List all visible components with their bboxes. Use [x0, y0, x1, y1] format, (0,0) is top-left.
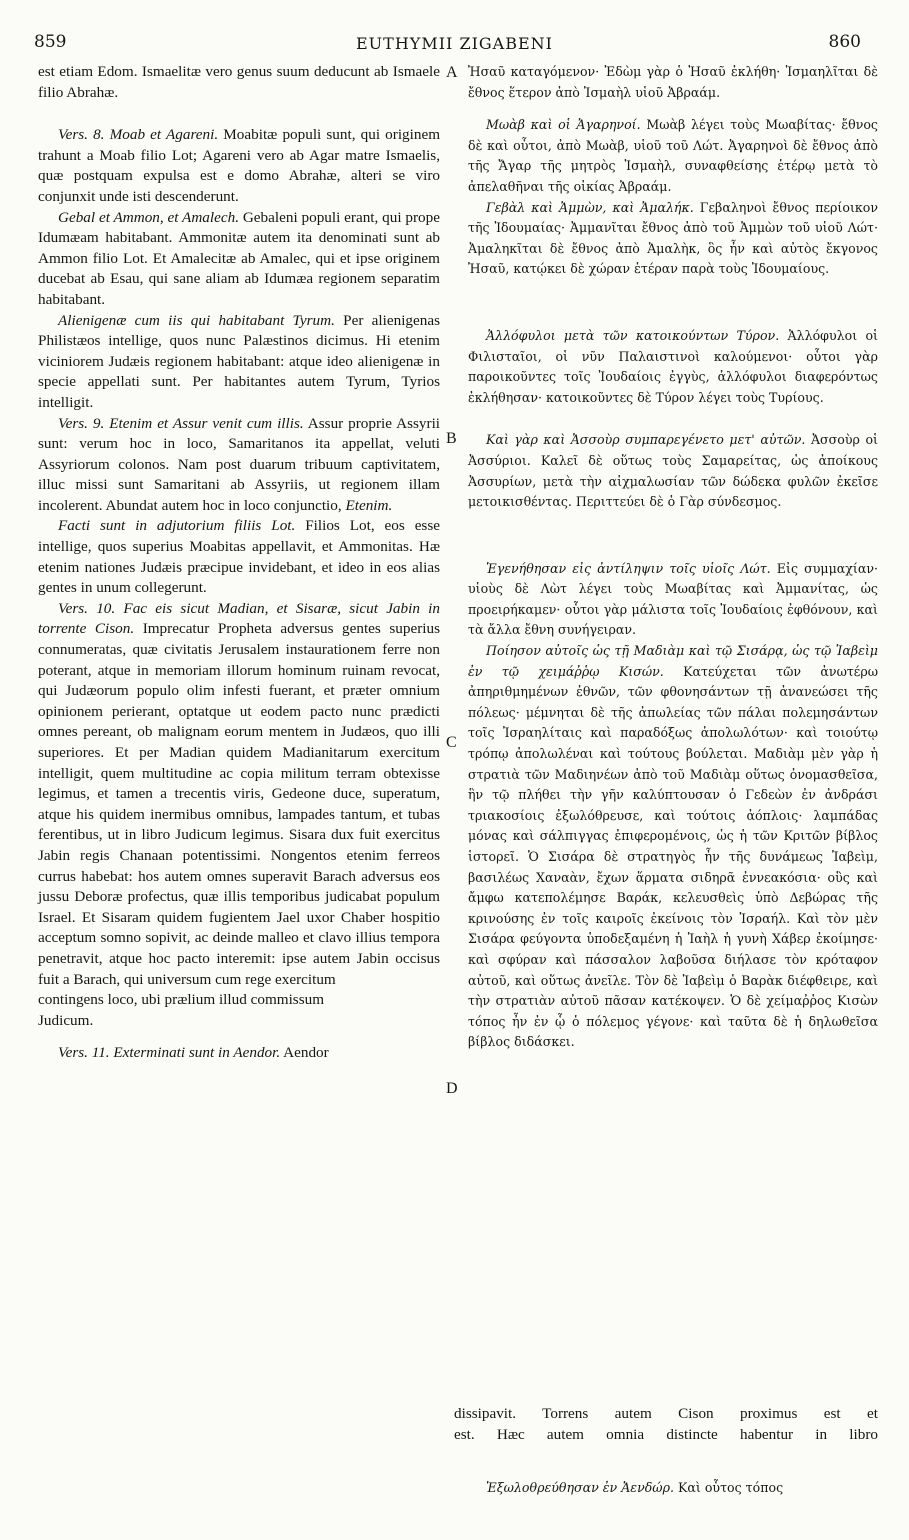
- greek-paragraph: Ἐξωλοθρεύθησαν ἐν Ἀενδώρ. Καὶ οὗτος τόπος: [486, 1480, 784, 1495]
- page-header: [0, 32, 909, 56]
- greek-paragraph: Μωὰβ καὶ οἱ Ἀγαρηνοί. Μωὰβ λέγει τοὺς Μωαβίτας· ἔθνος δὲ καὶ οὗτοι, ἀπὸ Μωὰβ, υἱοῦ τοῦ Λώτ. Ἀγαρηνοὶ δὲ ἔθνος ἀπὸ τῆς Ἄγαρ τῆς μητρὸς Ἰσμαὴλ, συναφθείσης ἑτέρῳ μετὰ τὸ ἀπελαθῆναι τῆς οἰκίας Ἀβραάμ.: [468, 117, 878, 194]
- verse-heading: Γεβὰλ καὶ Ἀμμὼν, καὶ Ἀμαλήκ.: [486, 199, 694, 215]
- page-number-right: 860: [828, 32, 861, 52]
- verse-heading: Ποίησον αὐτοῖς ὡς τῇ Μαδιὰμ καὶ τῷ Σισάρᾳ, ὡς τῷ Ἰαβεὶμ ἐν τῷ χειμάῤῥῳ Κισών.: [468, 643, 878, 679]
- margin-letter: D: [446, 1080, 458, 1097]
- latin-paragraph: Alienigenæ cum iis qui habitabant Tyrum. Per alienigenas Philistæos intellige, quos nunc Palæstinos dicimus. Hi etenim viciniorem Judæis regionem habitabant: atque ideo alienigenæ in specie appellati sunt. Per habitantes autem Tyrum, Tyrios intelligit.: [38, 311, 440, 411]
- running-head: EUTHYMII ZIGABENI: [356, 34, 553, 53]
- verse-heading: Ἐγενήθησαν εἰς ἀντίληψιν τοῖς υἱοῖς Λώτ.: [486, 560, 771, 576]
- latin-paragraph: Vers. 8. Moab et Agareni. Moabitæ populi sunt, qui originem trahunt a Moab filio Lot; Agareni vero ab Agar matre Ismaelis, quæ postquam expulsa est e domo Abrahæ, alteri se viro conjunxit unde isti descenderunt.: [38, 126, 441, 205]
- verse-heading: Ἐξωλοθρεύθησαν ἐν Ἀενδώρ.: [486, 1480, 674, 1495]
- latin-continuation: contingens loco, ubi prælium illud commissum: [38, 991, 325, 1009]
- greek-paragraph: Ἠσαῦ καταγόμενον· Ἐδὼμ γὰρ ὁ Ἠσαῦ ἐκλήθη· Ἰσμαηλῖται δὲ ἔθνος ἕτερον ἀπὸ Ἰσμαὴλ υἱοῦ Ἀβραάμ.: [468, 64, 878, 100]
- verse-heading: Facti sunt in adjutorium filiis Lot.: [58, 517, 296, 535]
- greek-paragraph: Ἐγενήθησαν εἰς ἀντίληψιν τοῖς υἱοῖς Λώτ. Εἰς συμμαχίαν· υἱοὺς δὲ Λὼτ λέγει τοὺς Μωαβίτας καὶ Ἀμμανίτας, ὡς προειρήκαμεν· οὗτοι γὰρ μάλιστα τοῖς Ἰουδαίοις ἐφθόνουν, καὶ τὰ ἄλλα ἔθνη συνήγειραν.: [468, 560, 878, 638]
- greek-paragraph: Ἀλλόφυλοι μετὰ τῶν κατοικούντων Τύρον. Ἀλλόφυλοι οἱ Φιλισταῖοι, οἱ νῦν Παλαιστινοὶ καλούμενοι· οὗτοι γὰρ παροικοῦντες τοῖς Ἰουδαίοις ἐγγὺς, ἀλλόφυλοι διαφερόντως ἐκλήθησαν· κατοικοῦντες δὲ Τύρον λέγει τοὺς Τυρίους.: [468, 327, 878, 405]
- verse-heading: Vers. 11. Exterminati sunt in Aendor.: [58, 1044, 281, 1062]
- verse-heading: Vers. 9. Etenim et Assur venit cum illis.: [58, 414, 304, 432]
- verse-heading: Καὶ γὰρ καὶ Ἀσσοὺρ συμπαρεγένετο μετ' αὐτῶν.: [486, 432, 806, 448]
- latin-paragraph: Gebal et Ammon, et Amalech. Gebaleni populi erant, qui prope Idumæam habitabant. Ammonitæ autem ita denominati sunt ab Ammon filio Lot. Et Amalecitæ ab Amalec, qui et ipse originem ducebat ab Esau, qui sane aliam ab Idumæa regionem separatim habitabant.: [38, 208, 440, 308]
- margin-letter: A: [446, 64, 458, 81]
- latin-paragraph: Vers. 11. Exterminati sunt in Aendor. Aendor: [58, 1044, 329, 1062]
- latin-column: [38, 62, 440, 1064]
- greek-column: [468, 62, 878, 1053]
- page-number-left: 859: [34, 32, 67, 52]
- verse-heading: Gebal et Ammon, et Amalech.: [58, 208, 239, 226]
- greek-paragraph: Γεβὰλ καὶ Ἀμμὼν, καὶ Ἀμαλήκ. Γεβαληνοὶ ἔθνος περίοικον τῆς Ἰδουμαίας· Ἀμμανῖται ἔθνος ἀπὸ τοῦ Ἀμμὼν τοῦ υἱοῦ Λώτ· Ἀμαληκῖται δὲ ἔθνος ἀπὸ Ἀμαλὴκ, ὃς ἦν καὶ αὐτὸς ἔκγονος Ἠσαῦ, κατῴκει δὲ χώραν ἑτέραν παρὰ τοὺς Ἰδουμαίους.: [468, 199, 878, 277]
- verse-heading: Vers. 10. Fac eis sicut Madian, et Sisaræ, sicut Jabin in torrente Cison.: [38, 599, 440, 638]
- verse-heading: Vers. 8. Moab et Agareni.: [58, 126, 219, 144]
- verse-heading: Alienigenæ cum iis qui habitabant Tyrum.: [58, 311, 335, 329]
- margin-letter: C: [446, 734, 457, 751]
- greek-paragraph: Καὶ γὰρ καὶ Ἀσσοὺρ συμπαρεγένετο μετ' αὐτῶν. Ἀσσοὺρ οἱ Ἀσσύριοι. Καλεῖ δὲ οὕτως τοὺς Σαμαρείτας, ὡς ἀποίκους Ἀσσυρίων, μετὰ τὴν αἰχμαλωσίαν τῶν δώδεκα φυλῶν ἐκεῖσε μετοικισθέντας. Περιττεύει δὲ ὁ Γὰρ σύνδεσμος.: [468, 432, 878, 510]
- latin-paragraph: est etiam Edom. Ismaelitæ vero genus suum deducunt ab Ismaele filio Abrahæ.: [38, 63, 440, 101]
- greek-paragraph: Ποίησον αὐτοῖς ὡς τῇ Μαδιὰμ καὶ τῷ Σισάρᾳ, ὡς τῷ Ἰαβεὶμ ἐν τῷ χειμάῤῥῳ Κισών. Κατεύχεται τῶν ἀνωτέρω ἀπηριθμημένων ἐθνῶν, τῶν φθονησάντων τῇ ἀνανεώσει τῆς πόλεως· μέμνηται δὲ τῆς ἀπωλείας τῶν πάλαι πολεμησάντων τοῖς Ἰσραηλίταις καὶ παραδόξως ἀπολωλότων· καὶ τοιούτῳ τρόπῳ ἀπολωλέναι καὶ τούτους βούλεται. Μαδιὰμ μὲν γὰρ ἡ στρατιὰ τῶν Μαδιηνέων ἀπὸ τοῦ Μαδιὰμ οὕτως ὀνομασθεῖσα, ἣν τῷ πλήθει τὴν γῆν καλύπτουσαν ὁ Γεδεὼν ἐν ἀνδράσι τριακοσίοις ἐξωλόθρευσε, καὶ τούτοις ἀόπλοις· λαμπάδας μόνας καὶ σάλπιγγας ἐπιφερομένοις, ὡς ἡ τῶν Κριτῶν βίβλος ἱστορεῖ. Ὁ Σισάρα δὲ στρατηγὸς ἦν τῆς δυνάμεως Ἰαβεὶμ, βασιλέως Χαναὰν, ἔχων ἅρματα σιδηρᾶ ἐννεακόσια· οὓς καὶ ἄμφω κατεπολέμησε Βαράκ, κελευσθεὶς ὑπὸ Δεβώρας τῆς κρινούσης ἐν τοῖς καιροῖς ἐκείνοις τὸν Ἰσραήλ. Καὶ τὸν μὲν Σισάρα φεύγοντα ὑποδεξαμένη ἡ Ἰαὴλ ἡ γυνὴ Χάβερ ἐκοίμησε· καὶ σφύραν καὶ πάσσαλον λαβοῦσα διήλασε τὸν κρόταφον αὐτοῦ, καὶ οὕτως ἀνεῖλε. Τὸν δὲ Ἰαβεὶμ ὁ Βαρὰκ διέφθειρε, καὶ τὴν στρατιὰν αὐτοῦ πᾶσαν κατέκοψεν. Ὁ δὲ χείμαῤῥος Κισὼν τόπος ἦν ἐν ᾧ ὁ πόλεμος γέγονε· καὶ ταῦτα δὲ ἡ δηλωθεῖσα βίβλος διδάσκει.: [468, 643, 878, 1050]
- margin-letter: B: [446, 430, 457, 447]
- latin-paragraph: Facti sunt in adjutorium filiis Lot. Filios Lot, eos esse intellige, quos superius Moabitas appellavit, et Ammonitas. Hæ etenim nationes Judæis præcipue invidebant, et ideo in eos alias gentes in unum collegerunt.: [38, 517, 440, 597]
- greek-last-line: [468, 1478, 878, 1499]
- latin-paragraph: Vers. 10. Fac eis sicut Madian, et Sisaræ, sicut Jabin in torrente Cison. Imprecatur Propheta adversus gentes superius connumeratas, quæ civitatis Jerusalem instaurationem ferre non poterant, atque in memoriam illorum hominum ruinam revocat, qui Judæorum populo olim infesti fuerant, et præter omnium opinionem perierant, optatque ut eodem pacto nunc prædicti omnes pereant, ob malignam eorum mentem in Judæos, quo illi superiores. Et per Madian quidem Madianitarum exercitum intelligit, quem multitudine ac copia militum terram obtexisse legimus, et tamen a trecentis viris, Gedeone duce, superatum, atque his quidem inermibus omnibus, lampades tantum, et tubas ferentibus, ut in libro Judicum legimus. Sisara dux fuit exercitus Jabin regis Chanaan potentissimi. Nongentos etenim ferreos currus habebat: hos autem omnes superavit Barach adversus eos jussu Deboræ profectus, quæ illis temporibus judicabat populum Israel. Et Sisaram quidem fugientem Jael uxor Chaber hospitio acceptum somno sopivit, ac deinde malleo et clavo illius tempora penetravit, atque hoc pacto interemit: ipse autem Jabin occisus fuit a Barach, qui universum cum rege exercitum: [38, 599, 440, 988]
- latin-continuation: Judicum.: [38, 1011, 94, 1029]
- latin-paragraph: Vers. 9. Etenim et Assur venit cum illis. Assur proprie Assyrii sunt: verum hoc in loco, Samaritanos ita appellat, veluti Assyriorum colonos. Nam post duarum tribuum captivitatem, illuc missi sunt Samaritani ab Assyriis, ut regionem illam incolerent. Abundat autem hoc in loco conjunctio, Etenim.: [38, 414, 441, 514]
- verse-heading: Μωὰβ καὶ οἱ Ἀγαρηνοί.: [486, 117, 641, 133]
- verse-heading: Ἀλλόφυλοι μετὰ τῶν κατοικούντων Τύρον.: [486, 327, 780, 343]
